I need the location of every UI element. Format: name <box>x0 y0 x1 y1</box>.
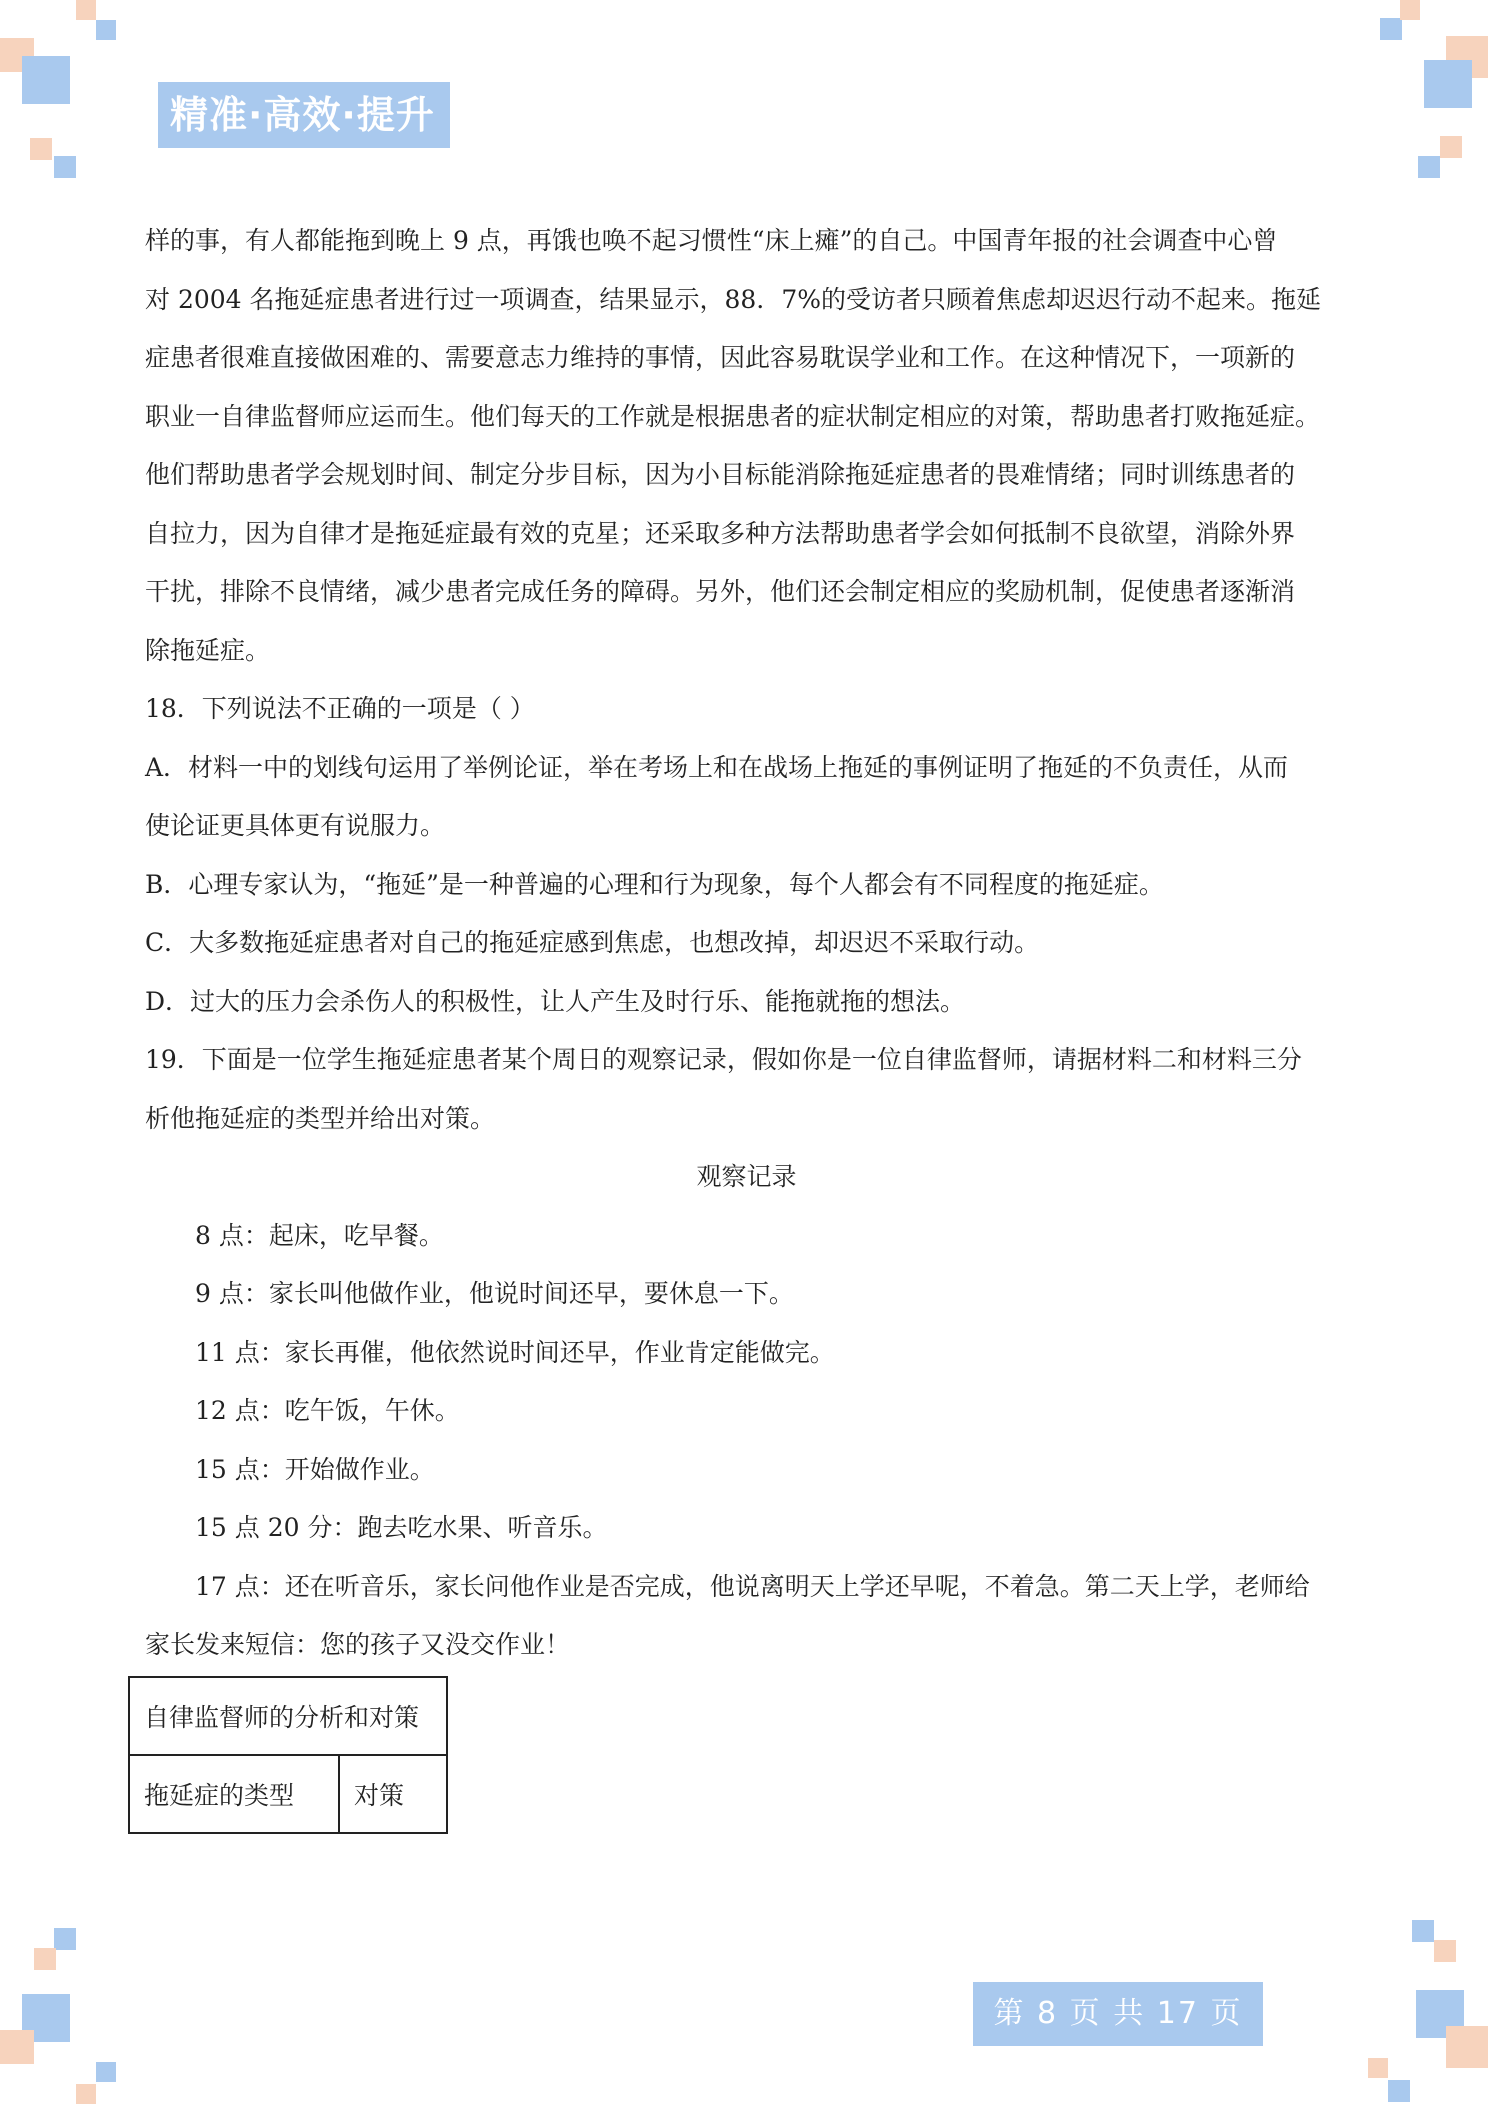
decor-square <box>1412 1920 1434 1942</box>
answer-table-strategy-cell[interactable]: 对策 <box>339 1755 447 1833</box>
decor-square <box>1434 1940 1456 1962</box>
record-title: 观察记录 <box>696 1162 797 1191</box>
option-a: A．材料一中的划线句运用了举例论证，举在考场上和在战场上拖延的事例证明了拖延的不负责任，从而 <box>145 752 1289 782</box>
option-d: D．过大的压力会杀伤人的积极性，让人产生及时行乐、能拖就拖的想法。 <box>145 986 966 1016</box>
decor-square <box>1368 2058 1388 2078</box>
decor-square <box>34 1948 56 1970</box>
option-c: C．大多数拖延症患者对自己的拖延症感到焦虑，也想改掉，却迟迟不采取行动。 <box>145 928 1040 957</box>
record-item: 15 点 20 分：跑去吃水果、听音乐。 <box>195 1513 608 1542</box>
decor-square <box>1380 18 1402 40</box>
decor-square <box>1400 0 1420 20</box>
passage-line: 职业一自律监督师应运而生。他们每天的工作就是根据患者的症状制定相应的对策，帮助患者打败拖延症。 <box>145 401 1321 431</box>
decor-square <box>54 156 76 178</box>
brand-banner: 精准·高效·提升 <box>158 82 450 148</box>
passage-line: 他们帮助患者学会规划时间、制定分步目标，因为小目标能消除拖延症患者的畏难情绪；同时训练患者的 <box>145 460 1296 489</box>
passage-line: 症患者很难直接做困难的、需要意志力维持的事情，因此容易耽误学业和工作。在这种情况下，一项新的 <box>145 343 1296 372</box>
decor-square <box>1424 60 1472 108</box>
passage-line: 干扰，排除不良情绪，减少患者完成任务的障碍。另外，他们还会制定相应的奖励机制，促使患者逐渐消 <box>145 577 1296 606</box>
decor-square <box>1446 2026 1488 2068</box>
record-item: 15 点：开始做作业。 <box>195 1454 435 1484</box>
decor-square <box>76 0 96 20</box>
passage-line: 除拖延症。 <box>145 635 271 665</box>
decor-square <box>54 1928 76 1950</box>
option-a-continued: 使论证更具体更有说服力。 <box>145 811 446 840</box>
question-19-stem-continued: 析他拖延症的类型并给出对策。 <box>145 1103 496 1133</box>
decor-square <box>96 20 116 40</box>
decor-square <box>0 2030 34 2064</box>
record-item: 12 点：吃午饭，午休。 <box>195 1396 460 1425</box>
option-b: B．心理专家认为，“拖延”是一种普遍的心理和行为现象，每个人都会有不同程度的拖延症。 <box>145 869 1164 899</box>
decor-square <box>22 56 70 104</box>
record-item: 9 点：家长叫他做作业，他说时间还早，要休息一下。 <box>195 1279 794 1308</box>
page-content <box>145 212 1348 1675</box>
decor-square <box>1440 136 1462 158</box>
passage-line: 自拉力，因为自律才是拖延症最有效的克星；还采取多种方法帮助患者学会如何抵制不良欲望，消除外界 <box>145 518 1296 548</box>
record-item-last: 17 点：还在听音乐，家长问他作业是否完成，他说离明天上学还早呢，不着急。第二天上学，老师给 <box>195 1571 1310 1601</box>
page-number: 第 8 页 共 17 页 <box>973 1982 1263 2046</box>
decor-square <box>1418 156 1440 178</box>
decor-square <box>76 2084 96 2104</box>
record-item-last-continued: 家长发来短信：您的孩子又没交作业！ <box>145 1630 571 1659</box>
question-19-stem: 19．下面是一位学生拖延症患者某个周日的观察记录，假如你是一位自律监督师，请据材料二和材料三分 <box>145 1045 1302 1074</box>
answer-table-header: 自律监督师的分析和对策 <box>129 1677 447 1755</box>
passage-line: 对 2004 名拖延症患者进行过一项调查，结果显示，88．7%的受访者只顾着焦虑却迟迟行动不起来。拖延 <box>145 284 1321 314</box>
answer-table-type-cell[interactable]: 拖延症的类型 <box>129 1755 339 1833</box>
answer-table <box>128 1676 448 1834</box>
decor-square <box>96 2062 116 2082</box>
record-item: 11 点：家长再催，他依然说时间还早，作业肯定能做完。 <box>195 1337 835 1367</box>
decor-square <box>30 138 52 160</box>
record-item: 8 点：起床，吃早餐。 <box>195 1220 444 1250</box>
passage-line: 样的事，有人都能拖到晚上 9 点，再饿也唤不起习惯性“床上瘫”的自己。中国青年报的社会调查中心曾 <box>145 226 1278 255</box>
question-18-stem: 18．下列说法不正确的一项是（ ） <box>145 694 535 723</box>
decor-square <box>1388 2080 1410 2102</box>
